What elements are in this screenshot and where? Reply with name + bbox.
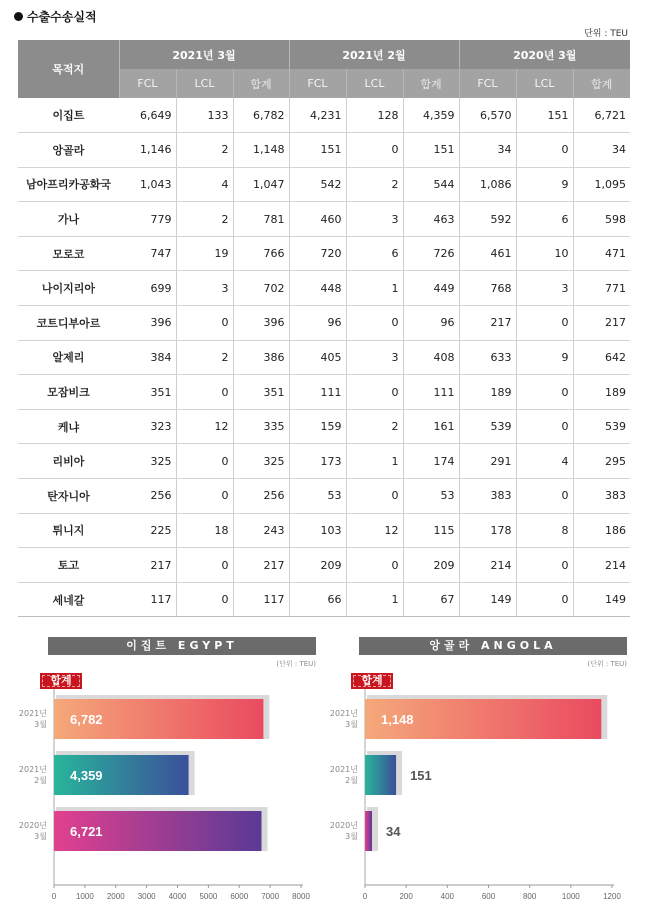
sub-header: FCL bbox=[289, 69, 346, 98]
value-cell: 133 bbox=[176, 98, 233, 133]
category-label: 2월 bbox=[34, 776, 47, 785]
value-cell: 0 bbox=[346, 375, 403, 410]
value-cell: 103 bbox=[289, 513, 346, 548]
destination-cell: 리비아 bbox=[18, 444, 119, 479]
egypt-panel bbox=[16, 637, 316, 901]
angola-chart-title: 앙골라 ANGOLA bbox=[359, 637, 627, 655]
value-cell: 396 bbox=[233, 306, 289, 341]
x-tick-label: 0 bbox=[51, 892, 57, 901]
value-cell: 323 bbox=[119, 409, 176, 444]
category-label: 2020년 bbox=[18, 821, 47, 830]
value-cell: 256 bbox=[119, 479, 176, 514]
x-tick-label: 2000 bbox=[106, 892, 125, 901]
category-label: 2021년 bbox=[329, 765, 358, 774]
value-cell: 633 bbox=[459, 340, 516, 375]
value-cell: 19 bbox=[176, 236, 233, 271]
destination-cell: 코트디부아르 bbox=[18, 306, 119, 341]
section-title-text: 수출수송실적 bbox=[27, 10, 97, 24]
egypt-unit: (단위 : TEU) bbox=[276, 660, 316, 668]
destination-cell: 모잠비크 bbox=[18, 375, 119, 410]
value-cell: 256 bbox=[233, 479, 289, 514]
value-cell: 386 bbox=[233, 340, 289, 375]
value-cell: 408 bbox=[403, 340, 459, 375]
value-cell: 0 bbox=[516, 582, 573, 617]
value-cell: 396 bbox=[119, 306, 176, 341]
x-tick-label: 0 bbox=[362, 892, 368, 901]
x-tick-label: 6000 bbox=[230, 892, 249, 901]
bullet-icon bbox=[14, 12, 23, 21]
value-cell: 747 bbox=[119, 236, 176, 271]
value-cell: 67 bbox=[403, 582, 459, 617]
x-tick-label: 8000 bbox=[292, 892, 310, 901]
value-cell: 1 bbox=[346, 444, 403, 479]
value-cell: 6,721 bbox=[573, 98, 630, 133]
value-cell: 2 bbox=[176, 340, 233, 375]
x-tick-label: 200 bbox=[399, 892, 413, 901]
unit-label: 단위 : TEU bbox=[584, 29, 628, 39]
bar-value-label: 34 bbox=[385, 824, 401, 839]
destination-cell: 나이지리아 bbox=[18, 271, 119, 306]
value-cell: 243 bbox=[233, 513, 289, 548]
category-label: 2020년 bbox=[329, 821, 358, 830]
value-cell: 34 bbox=[459, 133, 516, 168]
value-cell: 4,231 bbox=[289, 98, 346, 133]
x-tick-label: 1000 bbox=[561, 892, 580, 901]
x-tick-label: 800 bbox=[522, 892, 537, 901]
value-cell: 544 bbox=[403, 167, 459, 202]
value-cell: 96 bbox=[289, 306, 346, 341]
value-cell: 0 bbox=[516, 375, 573, 410]
value-cell: 149 bbox=[573, 582, 630, 617]
value-cell: 2 bbox=[176, 133, 233, 168]
value-cell: 0 bbox=[176, 306, 233, 341]
table-row bbox=[18, 513, 630, 548]
category-label: 2월 bbox=[345, 776, 358, 785]
value-cell: 189 bbox=[573, 375, 630, 410]
table-row bbox=[18, 444, 630, 479]
group-header: 2021년 3월 bbox=[119, 40, 289, 69]
egypt-bar-chart bbox=[16, 689, 316, 901]
value-cell: 726 bbox=[403, 236, 459, 271]
value-cell: 151 bbox=[516, 98, 573, 133]
value-cell: 0 bbox=[516, 133, 573, 168]
category-label: 3월 bbox=[34, 720, 47, 729]
x-tick-label: 3000 bbox=[137, 892, 156, 901]
value-cell: 592 bbox=[459, 202, 516, 237]
angola-bar-chart bbox=[327, 689, 627, 901]
value-cell: 720 bbox=[289, 236, 346, 271]
value-cell: 448 bbox=[289, 271, 346, 306]
value-cell: 325 bbox=[233, 444, 289, 479]
value-cell: 186 bbox=[573, 513, 630, 548]
x-tick-label: 1200 bbox=[603, 892, 621, 901]
value-cell: 642 bbox=[573, 340, 630, 375]
value-cell: 0 bbox=[516, 409, 573, 444]
value-cell: 217 bbox=[573, 306, 630, 341]
value-cell: 9 bbox=[516, 167, 573, 202]
table-row bbox=[18, 582, 630, 617]
export-table bbox=[18, 40, 630, 617]
value-cell: 2 bbox=[346, 409, 403, 444]
sub-header: LCL bbox=[516, 69, 573, 98]
value-cell: 384 bbox=[119, 340, 176, 375]
table-row bbox=[18, 306, 630, 341]
value-cell: 117 bbox=[233, 582, 289, 617]
value-cell: 351 bbox=[119, 375, 176, 410]
table-row bbox=[18, 548, 630, 583]
category-label: 2021년 bbox=[18, 709, 47, 718]
table-row bbox=[18, 98, 630, 133]
destination-cell: 케냐 bbox=[18, 409, 119, 444]
bar-value-label: 4,359 bbox=[70, 768, 103, 783]
value-cell: 66 bbox=[289, 582, 346, 617]
value-cell: 0 bbox=[176, 375, 233, 410]
value-cell: 174 bbox=[403, 444, 459, 479]
value-cell: 463 bbox=[403, 202, 459, 237]
destination-cell: 튀니지 bbox=[18, 513, 119, 548]
sub-header: LCL bbox=[176, 69, 233, 98]
value-cell: 1 bbox=[346, 271, 403, 306]
value-cell: 111 bbox=[403, 375, 459, 410]
value-cell: 12 bbox=[176, 409, 233, 444]
value-cell: 0 bbox=[346, 133, 403, 168]
value-cell: 781 bbox=[233, 202, 289, 237]
value-cell: 768 bbox=[459, 271, 516, 306]
value-cell: 1,086 bbox=[459, 167, 516, 202]
table-row bbox=[18, 340, 630, 375]
sub-header: 합계 bbox=[403, 69, 459, 98]
egypt-chart-title: 이집트 EGYPT bbox=[48, 637, 316, 655]
value-cell: 214 bbox=[573, 548, 630, 583]
sub-header: FCL bbox=[119, 69, 176, 98]
value-cell: 0 bbox=[516, 548, 573, 583]
value-cell: 117 bbox=[119, 582, 176, 617]
value-cell: 96 bbox=[403, 306, 459, 341]
value-cell: 0 bbox=[176, 582, 233, 617]
x-tick-label: 4000 bbox=[168, 892, 187, 901]
value-cell: 53 bbox=[289, 479, 346, 514]
value-cell: 0 bbox=[516, 479, 573, 514]
table-row bbox=[18, 375, 630, 410]
value-cell: 6,570 bbox=[459, 98, 516, 133]
value-cell: 1,146 bbox=[119, 133, 176, 168]
dest-header: 목적지 bbox=[18, 40, 119, 98]
value-cell: 0 bbox=[516, 306, 573, 341]
value-cell: 4 bbox=[516, 444, 573, 479]
value-cell: 699 bbox=[119, 271, 176, 306]
value-cell: 0 bbox=[346, 548, 403, 583]
value-cell: 12 bbox=[346, 513, 403, 548]
value-cell: 149 bbox=[459, 582, 516, 617]
value-cell: 217 bbox=[459, 306, 516, 341]
table-row bbox=[18, 479, 630, 514]
value-cell: 461 bbox=[459, 236, 516, 271]
value-cell: 159 bbox=[289, 409, 346, 444]
value-cell: 542 bbox=[289, 167, 346, 202]
value-cell: 335 bbox=[233, 409, 289, 444]
value-cell: 18 bbox=[176, 513, 233, 548]
x-tick-label: 400 bbox=[440, 892, 455, 901]
value-cell: 217 bbox=[119, 548, 176, 583]
bar-value-label: 6,782 bbox=[70, 712, 103, 727]
value-cell: 766 bbox=[233, 236, 289, 271]
value-cell: 539 bbox=[459, 409, 516, 444]
bar-value-label: 1,148 bbox=[381, 712, 414, 727]
value-cell: 2 bbox=[346, 167, 403, 202]
bar-value-label: 151 bbox=[410, 768, 432, 783]
value-cell: 209 bbox=[289, 548, 346, 583]
value-cell: 8 bbox=[516, 513, 573, 548]
value-cell: 3 bbox=[346, 340, 403, 375]
value-cell: 383 bbox=[459, 479, 516, 514]
value-cell: 151 bbox=[289, 133, 346, 168]
destination-cell: 앙골라 bbox=[18, 133, 119, 168]
table-row bbox=[18, 236, 630, 271]
total-badge: 합계 bbox=[40, 673, 82, 689]
value-cell: 1,043 bbox=[119, 167, 176, 202]
category-label: 3월 bbox=[345, 832, 358, 841]
table-row bbox=[18, 271, 630, 306]
value-cell: 0 bbox=[346, 479, 403, 514]
section-title bbox=[14, 8, 97, 25]
value-cell: 10 bbox=[516, 236, 573, 271]
value-cell: 771 bbox=[573, 271, 630, 306]
value-cell: 214 bbox=[459, 548, 516, 583]
value-cell: 6 bbox=[346, 236, 403, 271]
value-cell: 209 bbox=[403, 548, 459, 583]
value-cell: 189 bbox=[459, 375, 516, 410]
value-cell: 178 bbox=[459, 513, 516, 548]
value-cell: 6 bbox=[516, 202, 573, 237]
category-label: 3월 bbox=[34, 832, 47, 841]
destination-cell: 이집트 bbox=[18, 98, 119, 133]
value-cell: 128 bbox=[346, 98, 403, 133]
value-cell: 539 bbox=[573, 409, 630, 444]
value-cell: 111 bbox=[289, 375, 346, 410]
table-row bbox=[18, 133, 630, 168]
value-cell: 6,649 bbox=[119, 98, 176, 133]
angola-unit: (단위 : TEU) bbox=[587, 660, 627, 668]
value-cell: 1 bbox=[346, 582, 403, 617]
value-cell: 291 bbox=[459, 444, 516, 479]
value-cell: 1,047 bbox=[233, 167, 289, 202]
angola-flag-icon bbox=[327, 638, 355, 654]
value-cell: 2 bbox=[176, 202, 233, 237]
value-cell: 325 bbox=[119, 444, 176, 479]
value-cell: 6,782 bbox=[233, 98, 289, 133]
destination-cell: 모로코 bbox=[18, 236, 119, 271]
value-cell: 4,359 bbox=[403, 98, 459, 133]
sub-header: 합계 bbox=[233, 69, 289, 98]
category-label: 3월 bbox=[345, 720, 358, 729]
value-cell: 295 bbox=[573, 444, 630, 479]
value-cell: 449 bbox=[403, 271, 459, 306]
value-cell: 779 bbox=[119, 202, 176, 237]
sub-header: FCL bbox=[459, 69, 516, 98]
value-cell: 0 bbox=[176, 479, 233, 514]
sub-header: 합계 bbox=[573, 69, 630, 98]
value-cell: 173 bbox=[289, 444, 346, 479]
value-cell: 0 bbox=[346, 306, 403, 341]
egypt-flag-icon bbox=[16, 638, 44, 654]
destination-cell: 남아프리카공화국 bbox=[18, 167, 119, 202]
value-cell: 3 bbox=[176, 271, 233, 306]
value-cell: 115 bbox=[403, 513, 459, 548]
value-cell: 351 bbox=[233, 375, 289, 410]
table-row bbox=[18, 167, 630, 202]
bar bbox=[365, 755, 396, 795]
value-cell: 598 bbox=[573, 202, 630, 237]
value-cell: 3 bbox=[516, 271, 573, 306]
destination-cell: 가나 bbox=[18, 202, 119, 237]
value-cell: 161 bbox=[403, 409, 459, 444]
x-tick-label: 5000 bbox=[199, 892, 218, 901]
sub-header: LCL bbox=[346, 69, 403, 98]
value-cell: 1,148 bbox=[233, 133, 289, 168]
x-tick-label: 1000 bbox=[75, 892, 94, 901]
value-cell: 53 bbox=[403, 479, 459, 514]
value-cell: 460 bbox=[289, 202, 346, 237]
category-label: 2021년 bbox=[329, 709, 358, 718]
destination-cell: 세네갈 bbox=[18, 582, 119, 617]
group-header: 2020년 3월 bbox=[459, 40, 630, 69]
table-row bbox=[18, 409, 630, 444]
destination-cell: 토고 bbox=[18, 548, 119, 583]
value-cell: 471 bbox=[573, 236, 630, 271]
value-cell: 0 bbox=[176, 548, 233, 583]
value-cell: 3 bbox=[346, 202, 403, 237]
value-cell: 405 bbox=[289, 340, 346, 375]
value-cell: 9 bbox=[516, 340, 573, 375]
total-badge: 합계 bbox=[351, 673, 393, 689]
value-cell: 217 bbox=[233, 548, 289, 583]
value-cell: 0 bbox=[176, 444, 233, 479]
bar bbox=[365, 811, 372, 851]
bar-value-label: 6,721 bbox=[70, 824, 103, 839]
value-cell: 151 bbox=[403, 133, 459, 168]
destination-cell: 알제리 bbox=[18, 340, 119, 375]
group-header: 2021년 2월 bbox=[289, 40, 459, 69]
destination-cell: 탄자니아 bbox=[18, 479, 119, 514]
value-cell: 383 bbox=[573, 479, 630, 514]
x-tick-label: 7000 bbox=[261, 892, 280, 901]
value-cell: 1,095 bbox=[573, 167, 630, 202]
table-row bbox=[18, 202, 630, 237]
category-label: 2021년 bbox=[18, 765, 47, 774]
angola-panel bbox=[327, 637, 627, 901]
value-cell: 225 bbox=[119, 513, 176, 548]
value-cell: 34 bbox=[573, 133, 630, 168]
value-cell: 4 bbox=[176, 167, 233, 202]
x-tick-label: 600 bbox=[481, 892, 496, 901]
value-cell: 702 bbox=[233, 271, 289, 306]
